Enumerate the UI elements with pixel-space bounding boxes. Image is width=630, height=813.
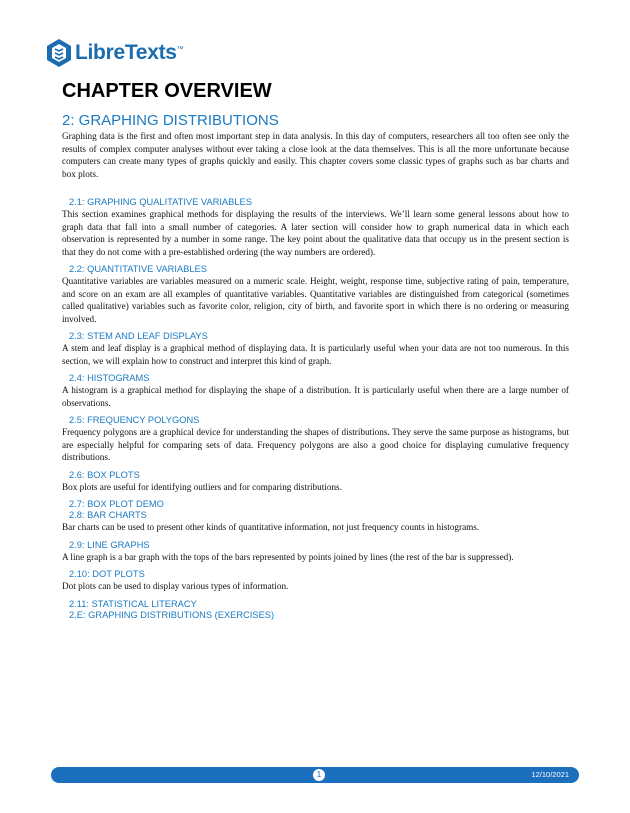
page-footer [51,767,579,783]
section-item [69,499,569,510]
section-link[interactable]: 2.6: BOX PLOTS [69,469,140,480]
section-link[interactable]: 2.8: BAR CHARTS [69,510,147,520]
section-link[interactable]: 2.7: BOX PLOT DEMO [69,499,164,509]
section-item [62,469,569,494]
chapter-title: 2: GRAPHING DISTRIBUTIONS [62,112,279,129]
logo-text: LibreTexts™ [75,41,184,64]
section-link[interactable]: 2.9: LINE GRAPHS [69,539,150,550]
libretexts-logo[interactable] [46,37,183,69]
section-item [62,264,569,325]
section-description: A line graph is a bar graph with the tops of the bars represented by points joined by lines (the rest of the bar is suppressed). [62,551,514,562]
section-item [69,610,569,621]
section-item [62,569,569,593]
section-description: A stem and leaf display is a graphical method of displaying data. It is particularly useful when your data are not too numerous. In this section, we will explain how to construct and interpret this kind of graph. [62,343,569,366]
section-link[interactable]: 2.4: HISTOGRAMS [69,373,150,383]
section-description: A histogram is a graphical method for displaying the shape of a distribution. It is particularly useful when there are a large number of observations. [62,385,569,408]
libretexts-logo-icon [46,38,72,68]
section-link[interactable]: 2.10: DOT PLOTS [69,569,145,579]
chapter-content [62,112,569,627]
page-number: 1 [313,769,325,781]
chapter-overview-heading: CHAPTER OVERVIEW [62,80,272,102]
section-item [62,510,569,534]
section-description: Box plots are useful for identifying outliers and for comparing distributions. [62,481,342,492]
section-item [62,415,569,464]
section-item [62,373,569,409]
section-item [62,331,569,367]
section-link[interactable]: 2.2: QUANTITATIVE VARIABLES [69,264,207,274]
section-description: Dot plots can be used to display various types of information. [62,581,289,591]
section-list [62,197,569,621]
section-link[interactable]: 2.1: GRAPHING QUALITATIVE VARIABLES [69,197,252,207]
section-item [62,197,569,258]
section-item [69,599,569,610]
chapter-intro: Graphing data is the first and often most important step in data analysis. In this day of computers, researchers all too often see only the results of complex computer analyses without ever taking a close look at the data themselves. This is all the more unfortunate because computers can create many types of graphs quickly and easily. This chapter covers some classic types of graphs such as bar charts and box plots. [62,131,569,179]
section-description: This section examines graphical methods for displaying the results of the interviews. We’ll learn some general lessons about how to graph data that fall into a small number of categories. A later section will consider how to graph numerical data in which each observation is represented by a number in some range. The key point about the qualitative data that occupy us in the present section is that they do not come with a pre-established ordering (the way numbers are ordered). [62,209,569,257]
section-description: Quantitative variables are variables measured on a numeric scale. Height, weight, response time, subjective rating of pain, temperature, and score on an exam are all examples of quantitative variables. Quantitative variables are distinguished from categorical (sometimes called qualitative) variables such as favorite color, religion, city of birth, and favorite sport in which there is no ordering or measuring involved. [62,276,569,324]
section-link[interactable]: 2.5: FREQUENCY POLYGONS [69,415,200,425]
section-description: Bar charts can be used to present other kinds of quantitative information, not just frequency counts in histograms. [62,522,480,532]
section-item [62,539,569,564]
section-link[interactable]: 2.E: GRAPHING DISTRIBUTIONS (EXERCISES) [69,609,275,620]
section-link[interactable]: 2.3: STEM AND LEAF DISPLAYS [69,331,208,341]
section-link[interactable]: 2.11: STATISTICAL LITERACY [69,598,197,609]
footer-date: 12/10/2021 [531,770,569,779]
section-description: Frequency polygons are a graphical device for understanding the shapes of distributions. They serve the same purpose as histograms, but are especially helpful for comparing sets of data. Frequency polygons are also a good choice for displaying cumulative frequency distributions. [62,427,569,462]
